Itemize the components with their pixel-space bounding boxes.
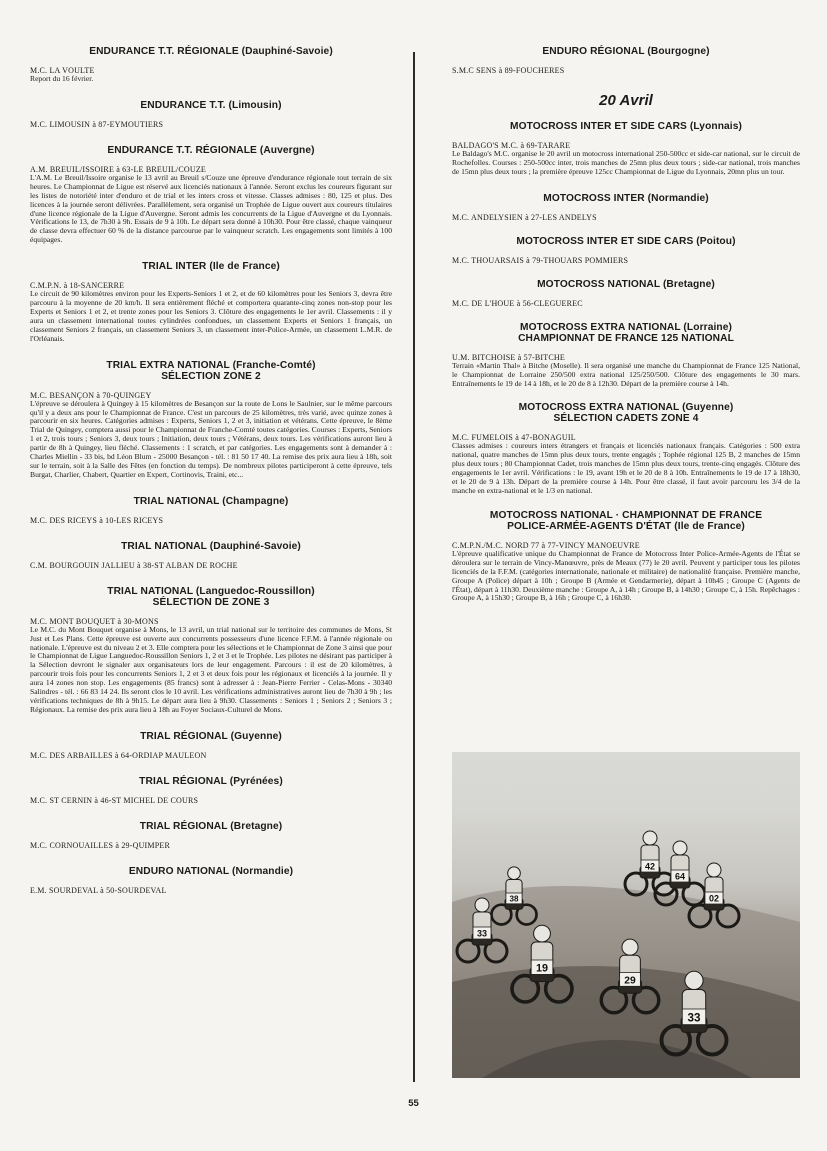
event-section [30,360,392,480]
event-title: TRIAL NATIONAL (Dauphiné-Savoie) [121,540,301,552]
event-title: MOTOCROSS NATIONAL (Bretagne) [537,278,715,290]
event-description: L'épreuve se déroulera à Quingey à 15 kilomètres de Besançon sur la route de Lons le Saulnier, sur le même parcours qu'il y a deux ans pour le Championnat de France. C'est un parcours de 25 kilomètres, très varié, avec quinze zones à parcourir en six heures. Catégories admises : Experts, Seniors 1, 2 et 3, initiation et vétérans. Cette épreuve, le 8ème Trial de Quingey, comptera aussi pour le Championnat de Franche-Comté toutes catégories. Courses : Experts, Seniors 1 et 2, trois tours ; Seniors 3, deux tours ; Initiation, deux tours ; Vétérans, deux tours. Les vérifications auront lieu à partir de 8h à Quingey, lieu fléché. Classements : 1 scratch, et par catégories. Les engagements sont à demander à : Charles Miellin - 33 bis, bd Léon Blum - 25000 Besançon - tél. : 81 50 17 40. La remise des prix aura lieu à 18h, soit sur le terrain, soit à la Salle des Fêtes (en fonction du temps). De nombreux pilotes participeront à cette épreuve, tels Burgat, Charlier, Chabert, Quartier en Expert, Cortinovis, Traini, etc... [30,398,392,479]
page-number: 55 [408,1098,419,1109]
event-section [452,236,800,265]
event-section [452,121,800,177]
club-location: M.C. DES ARBAILLES à 64-ORDIAP MAULEON [30,750,207,760]
club-location: M.C. ANDELYSIEN à 27-LES ANDELYS [452,212,597,222]
event-subtitle: SÉLECTION ZONE 2 [161,370,261,382]
club-location: M.C. CORNOUAILLES à 29-QUIMPER [30,840,170,850]
event-description: Le circuit de 90 kilomètres environ pour les Experts-Seniors 1 et 2, et de 60 kilomètres pour les Seniors 3, devra être parcouru à la moyenne de 20 km/h. Il sera entièrement fléché et comportera quarante-cinq zones non-stop pour les Experts et Seniors 1 et 2, et trente zones pour les Seniors 3. Clôture des engagements le 1er avril. Classements : il y aura un classement international toutes cylindrées confondues, un classement Experts et Seniors 1 français, un classement Seniors 2 français, un classement Seniors 3, un classement inter-Police-Armée, un classement L.M.R. de l'Orléanais. [30,289,392,343]
event-title: TRIAL RÉGIONAL (Guyenne) [140,730,282,742]
club-location: M.C. DES RICEYS à 10-LES RICEYS [30,515,164,525]
rider-number: 29 [624,975,636,987]
motocross-photo [452,752,800,1078]
event-description: L'épreuve qualificative unique du Championnat de France de Motocross Inter Police-Armée-Agents de l'État se déroulera sur le terrain de Vincy-Manœuvre, près de Meaux (77) le 20 avril. Peuvent y participer tous les pilotes licenciés de la F.F.M. (catégories internationale, nationale et militaire) de nationalité française. Première manche, Groupe A (Police) départ à 10h ; Groupe B (Armée et Gendarmerie), départ à 10h45 ; Groupe C (Agents de l'État), départ à 11h30. Deuxième manche : Groupe A, à 14h ; Groupe B, à 14h30 ; Groupe C, à 15h. Repêchages : Groupe A, à 15h30 ; Groupe B, à 16h ; Groupe C, à 16h30. [452,548,800,603]
club-location: M.C. LIMOUSIN à 87-EYMOUTIERS [30,119,164,129]
club-location: U.M. BITCHOISE à 57-BITCHE [452,352,565,362]
motocross-riders-illustration [452,752,800,1078]
event-section [30,821,392,850]
event-description: L'A.M. Le Breuil/Issoire organise le 13 avril au Breuil s/Couze une épreuve d'endurance régionale tout terrain de six heures. Le Championnat de Ligue est réservé aux licenciés nationaux à l'année. Seront exclus les coureurs figurant sur les listes de notoriété inter d'enduro et de trial et les inters cross et vitesse. Classes admises : 80, 125 et plus. Des licences à la journée seront délivrées. Parallèlement, sera organisé un Trophée de Ligue ouvert aux coureurs titulaires d'une licence régionale de la Ligue d'Auvergne. Seront admis les concurrents de la Ligue d'Auvergne et du Lyonnais. Vérifications le 13, de 7h30 à 9h. Essais de 9 à 10h. Le départ sera donné à 10h30. Pour être classé, chaque vainqueur de classe devra effectuer 60 % de la distance parcourue par le vainqueur scratch. Les engagements sont limités à 100 équipages. [30,172,392,245]
event-title: TRIAL RÉGIONAL (Bretagne) [139,820,283,832]
rider-number: 42 [644,861,656,872]
event-title: TRIAL NATIONAL (Champagne) [133,495,289,507]
event-section [30,261,392,343]
rider-number: 19 [535,962,549,975]
event-title: ENDURANCE T.T. RÉGIONALE (Dauphiné-Savoie) [89,46,333,57]
event-description: Le Baldago's M.C. organise le 20 avril un motocross international 250-500cc et side-car national, sur le circuit de Rochefolles. Courses : 250-500cc inter, trois manches de 25mn plus deux tours ; side-car national, trois manches de 15mn plus deux tours ; la première épreuve 125cc Championnat de Ligue du Lyonnais, 20mn plus un tour. [452,149,800,176]
event-section [452,46,800,75]
event-title: MOTOCROSS INTER ET SIDE CARS (Lyonnais) [509,121,742,132]
event-title: ENDURO RÉGIONAL (Bourgogne) [542,46,710,57]
event-section [452,279,800,308]
event-title: MOTOCROSS EXTRA NATIONAL (Guyenne) [518,402,734,414]
club-location: M.C. ST CERNIN à 46-ST MICHEL DE COURS [30,795,199,805]
event-section [452,193,800,222]
event-title: TRIAL EXTRA NATIONAL (Franche-Comté) [106,359,316,371]
event-subtitle: SÉLECTION DE ZONE 3 [152,596,270,608]
event-section [452,510,800,603]
rider-number: 02 [708,893,720,904]
club-location: C.M. BOURGOUIN JALLIEU à 38-ST ALBAN DE ROCHE [30,560,238,570]
club-location: BALDAGO'S M.C. à 69-TARARE [452,141,571,150]
right-column [452,46,800,617]
rider-number: 33 [476,928,488,939]
club-location: M.C. DE L'HOUE à 56-CLEGUEREC [452,298,583,308]
event-title: MOTOCROSS INTER (Normandie) [543,192,709,204]
club-location: M.C. BESANÇON à 70-QUINGEY [30,390,152,400]
rider [625,831,675,895]
rider-number: 33 [687,1011,701,1025]
event-description: Report du 16 février. [30,74,94,83]
event-section [30,541,392,570]
event-section [30,866,392,895]
event-section [30,731,392,760]
event-section [452,93,800,109]
rider-number: 64 [674,871,686,882]
event-title: ENDURANCE T.T. RÉGIONALE (Auvergne) [107,144,315,156]
event-title: TRIAL RÉGIONAL (Pyrénées) [139,775,283,787]
club-location: M.C. LA VOULTE [30,66,95,75]
club-location: C.M.P.N. à 18-SANCERRE [30,281,125,291]
event-title: ENDURANCE T.T. (Limousin) [140,99,282,111]
club-location: A.M. BREUIL/ISSOIRE à 63-LE BREUIL/COUZE [30,164,206,174]
club-location: M.C. THOUARSAIS à 79-THOUARS POMMIERS [452,255,629,265]
event-title: MOTOCROSS INTER ET SIDE CARS (Poitou) [516,235,736,247]
event-title: MOTOCROSS EXTRA NATIONAL (Lorraine) [520,321,732,333]
club-location: M.C. MONT BOUQUET à 30-MONS [30,616,159,626]
event-description: Le M.C. du Mont Bouquet organise à Mons, le 13 avril, un trial national sur le territoire des communes de Mons, St Just et Les Plans. Cette épreuve est ouverte aux concurrents possesseurs d'une licence F.F.M. à l'année régionale ou nationale. L'épreuve est du niveau 2 et 3. Elle comptera pour les sélections et le Championnat de Zone 3 ainsi que pour le Championnat de Ligue Languedoc-Roussillon Seniors 1, 2 et 3 et le Trophée. Les pilotes ne désirant pas participer à la Sélection devront le signaler aux organisateurs lors de leur engagement. Parcours : il est de 20 kilomètres, à parcourir trois fois pour les concurrents Seniors 1, 2 et 3 et deux fois pour les régionaux et licenciés à la journée. Il y aura 14 zones non stop. Les engagements (85 francs) sont à adresser à : Jean-Pierre Ferrier - Celas-Mons - 30340 Salindres - tél. : 66 83 14 24. Ils seront clos le 10 avril. Les vérifications administratives auront lieu de 7h30 à 9h ; les vérifications techniques de 8h à 9h15. Le départ aura lieu à 9h30. Classements : Seniors 1 ; Seniors 2 ; Seniors 3 ; Régionaux. La remise des prix aura lieu à 18h au Foyer Sociaux-Culturel de Mons. [30,624,392,714]
event-section [30,586,392,715]
event-section [452,322,800,389]
left-column [30,46,392,909]
club-location: M.C. FUMELOIS à 47-BONAGUIL [452,433,576,443]
event-section [30,46,392,84]
club-location: S.M.C SENS à 89-FOUCHERES [452,66,565,75]
event-section [30,100,392,129]
event-section [452,402,800,495]
event-subtitle: SÉLECTION CADETS ZONE 4 [553,413,699,425]
event-section [30,145,392,245]
club-location: C.M.P.N./M.C. NORD 77 à 77-VINCY MANOEUVRE [452,540,640,550]
event-subtitle: CHAMPIONNAT DE FRANCE 125 NATIONAL [518,332,734,344]
event-section [30,776,392,805]
event-section [30,496,392,525]
club-location: E.M. SOURDEVAL à 50-SOURDEVAL [30,885,167,895]
rider-number: 38 [509,894,519,904]
event-title: ENDURO NATIONAL (Normandie) [128,865,294,877]
column-divider [413,52,415,1082]
event-title: TRIAL INTER (Ile de France) [142,261,280,273]
event-description: Classes admises : coureurs inters étrangers et français et licenciés nationaux français. Catégories : 500 extra national, quatre manches de 15mn plus deux tours, trente engagés ; Tophée régional 125 B, 2 manches de 15mn plus deux tours ; 80 Championnat Cadet, trois manches de 15mn plus deux tours, trente-cinq engagés. Clôture des engagements le 1er avril. Vérifications : le 19, avant 19h et le 20 de 8 à 10h. Entraînements le 19 de 17 à 18h30, et le 20 de 9 à 13h. Départ de la première course à 14h. Pour être classé, il faut avoir parcouru les 3/4 de la manche en extra-national et le 1/3 en national. [452,441,800,495]
event-title: TRIAL NATIONAL (Languedoc-Roussillon) [107,585,315,597]
date-heading: 20 Avril [599,92,653,109]
event-subtitle: POLICE-ARMÉE-AGENTS D'ÉTAT (Ile de France) [507,520,745,532]
event-title: MOTOCROSS NATIONAL · CHAMPIONNAT DE FRANCE [489,509,763,521]
event-description: Terrain «Martin Thal» à Bitche (Moselle). Il sera organisé une manche du Championnat de France 125 National, le Championnat de Lorraine 250/500 extra national 125/250/500. Clôture des engagements le 30 mars. Entraînements le 19 de 14 à 18h, et le 20 de 8 à 12h30. Départ de la première course à 14h. [452,360,800,388]
